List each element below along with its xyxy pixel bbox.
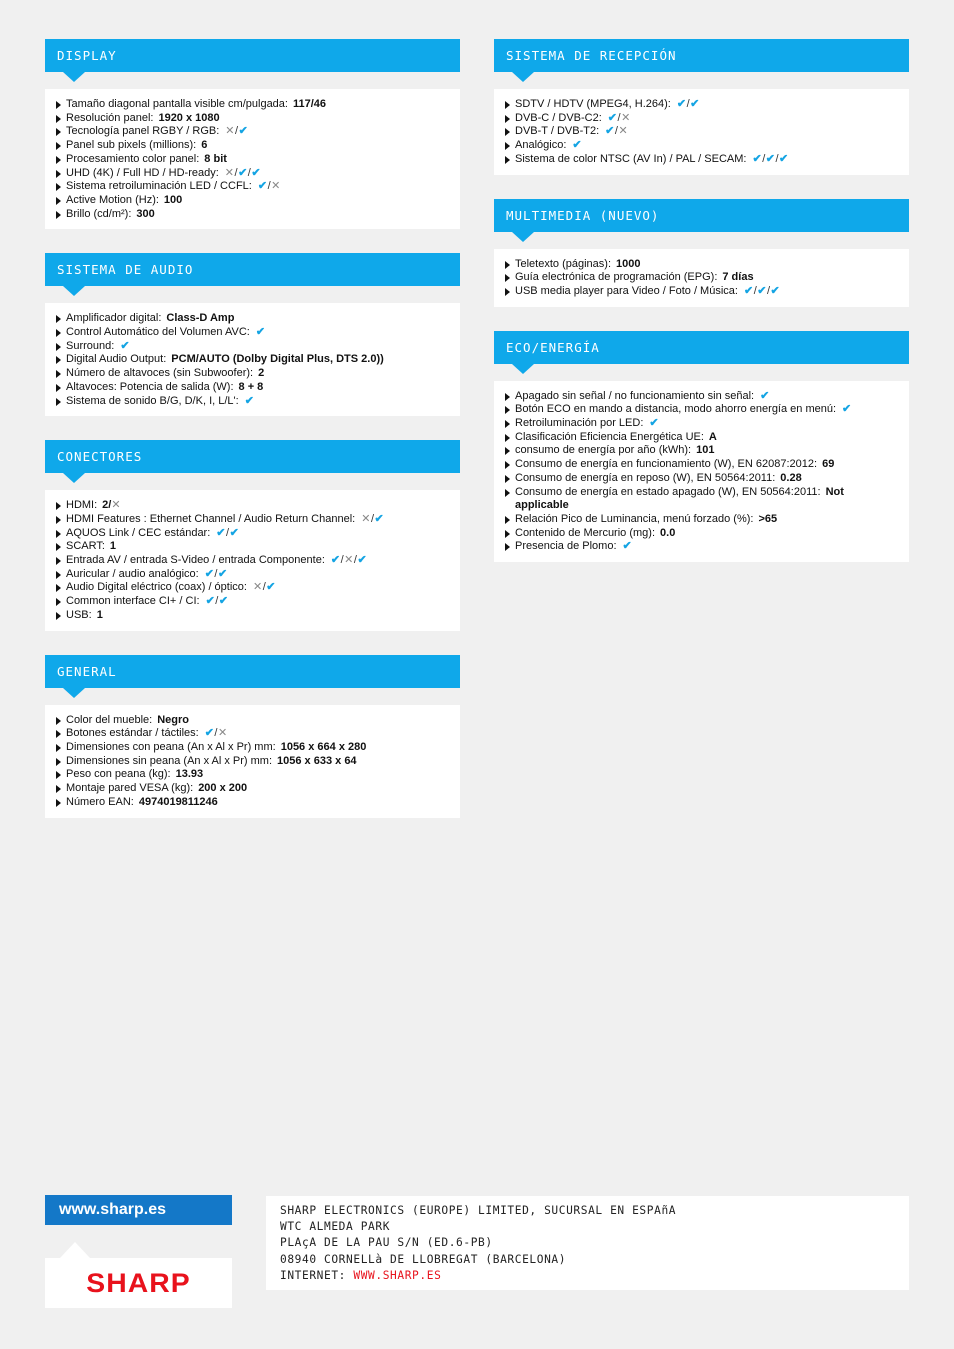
cross-icon: ✕ xyxy=(361,512,371,525)
spec-row xyxy=(55,755,450,769)
spec-row xyxy=(55,381,450,395)
spec-row xyxy=(504,390,899,404)
spec-row xyxy=(55,153,450,167)
spec-row xyxy=(55,194,450,208)
logo-notch xyxy=(60,1242,90,1258)
spec-label: Consumo de energía en estado apagado (W), EN 50564:2011: xyxy=(515,485,821,498)
spec-value: A xyxy=(708,430,717,443)
spec-marks xyxy=(206,595,229,607)
spec-label: USB: xyxy=(66,608,92,621)
spec-marks xyxy=(331,554,367,566)
cross-icon: ✕ xyxy=(621,111,631,124)
address-line: SHARP ELECTRONICS (EUROPE) LIMITED, SUCURSAL EN ESPAñA xyxy=(280,1204,677,1217)
cross-icon: ✕ xyxy=(344,554,354,567)
spec-label: Analógico: xyxy=(515,139,567,152)
spec-row xyxy=(55,367,450,381)
spec-label: Retroiluminación por LED: xyxy=(515,417,644,430)
section-eco-energia xyxy=(494,331,909,562)
mark-separator: / xyxy=(766,284,771,297)
spec-label: Tamaño diagonal pantalla visible cm/pulgada: xyxy=(66,98,288,110)
check-icon: ✔ xyxy=(205,595,216,608)
check-icon: ✔ xyxy=(760,389,770,402)
check-icon: ✔ xyxy=(229,526,240,539)
spec-label: Altavoces: Potencia de salida (W): xyxy=(66,380,234,393)
spec-label: Sistema retroiluminación LED / CCFL: xyxy=(66,180,252,193)
spec-label: Active Motion (Hz): xyxy=(66,193,159,206)
mark-separator: / xyxy=(247,166,252,179)
check-icon: ✔ xyxy=(743,284,754,297)
check-icon: ✔ xyxy=(690,98,700,110)
spec-value: 2 xyxy=(258,367,265,380)
internet-link[interactable]: WWW.SHARP.ES xyxy=(353,1268,442,1282)
check-icon: ✔ xyxy=(257,180,268,193)
spec-label: Color del mueble: xyxy=(66,713,153,726)
check-icon: ✔ xyxy=(217,567,228,580)
mark-separator: / xyxy=(234,166,239,179)
spec-row xyxy=(504,431,899,445)
spec-list xyxy=(494,249,909,307)
mark-separator: / xyxy=(226,526,230,539)
spec-row xyxy=(55,112,450,126)
spec-value: 1056 x 664 x 280 xyxy=(280,740,367,753)
spec-label: Presencia de Plomo: xyxy=(515,540,617,553)
check-icon: ✔ xyxy=(218,595,229,608)
spec-row xyxy=(55,554,450,568)
spec-label: Entrada AV / entrada S-Video / entrada Componente: xyxy=(66,554,325,567)
spec-row xyxy=(55,595,450,609)
spec-label: Botón ECO en mando a distancia, modo ahorro energía en menú: xyxy=(515,403,837,416)
spec-label: DVB-C / DVB-C2: xyxy=(515,111,602,124)
spec-row xyxy=(504,271,899,285)
spec-value: 1 xyxy=(96,608,103,621)
spec-label: Número de altavoces (sin Subwoofer): xyxy=(66,367,254,380)
section-sistema-de-audio xyxy=(45,253,460,416)
section-general xyxy=(45,655,460,818)
spec-value: 1 xyxy=(109,540,117,553)
spec-value: 1056 x 633 x 64 xyxy=(277,754,357,767)
section-title: DISPLAY xyxy=(45,39,460,72)
spec-marks xyxy=(120,340,130,352)
section-sistema-de-recepcion xyxy=(494,39,909,175)
check-icon: ✔ xyxy=(120,339,131,352)
spec-row xyxy=(55,796,450,810)
spec-row xyxy=(504,486,899,513)
section-conectores xyxy=(45,440,460,630)
spec-row xyxy=(55,581,450,595)
spec-marks xyxy=(361,513,384,525)
mark-separator: / xyxy=(267,180,272,193)
spec-row xyxy=(55,540,450,554)
spec-row xyxy=(504,285,899,299)
spec-row xyxy=(55,208,450,222)
spec-label: Procesamiento color panel: xyxy=(66,152,200,165)
section-display xyxy=(45,39,460,229)
spec-value: Negro xyxy=(157,713,189,726)
spec-row xyxy=(55,395,450,409)
mark-separator: / xyxy=(753,284,758,297)
address-line: WTC ALMEDA PARK xyxy=(280,1220,391,1234)
check-icon: ✔ xyxy=(676,98,687,110)
cross-icon: ✕ xyxy=(111,499,122,512)
spec-label: Sistema de sonido B/G, D/K, I, L/L': xyxy=(66,394,239,407)
check-icon: ✔ xyxy=(770,284,781,297)
spec-marks xyxy=(842,403,852,415)
spec-value: 4974019811246 xyxy=(138,795,218,808)
spec-row xyxy=(504,527,899,541)
spec-row xyxy=(55,340,450,354)
spec-value: 6 xyxy=(201,139,208,152)
spec-list xyxy=(45,705,460,818)
spec-row xyxy=(504,417,899,431)
check-icon: ✔ xyxy=(204,567,215,580)
spec-value: 13.93 xyxy=(175,768,204,781)
mark-separator: / xyxy=(214,727,218,740)
spec-label: Botones estándar / táctiles: xyxy=(66,727,199,740)
spec-label: Consumo de energía en funcionamiento (W), EN 62087:2012: xyxy=(515,458,818,471)
spec-row xyxy=(55,499,450,513)
check-icon: ✔ xyxy=(605,125,615,138)
spec-label: UHD (4K) / Full HD / HD-ready: xyxy=(66,166,219,179)
cross-icon: ✕ xyxy=(224,166,235,179)
mark-separator: / xyxy=(775,152,780,165)
spec-marks xyxy=(623,540,633,552)
spec-label: Surround: xyxy=(66,339,115,352)
spec-value: 69 xyxy=(822,458,835,471)
spec-row xyxy=(55,139,450,153)
spec-marks xyxy=(253,581,276,593)
address-line: PLAçA DE LA PAU S/N (ED.6-PB) xyxy=(280,1236,493,1250)
check-icon: ✔ xyxy=(607,111,618,124)
spec-label: Tecnología panel RGBY / RGB: xyxy=(66,125,220,138)
section-title: MULTIMEDIA (NUEVO) xyxy=(494,199,909,232)
spec-row xyxy=(504,98,899,112)
section-multimedia-nuevo xyxy=(494,199,909,307)
cross-icon: ✕ xyxy=(217,727,228,740)
spec-label: Common interface CI+ / CI: xyxy=(66,595,200,608)
check-icon: ✔ xyxy=(779,152,789,165)
spec-marks xyxy=(205,727,228,739)
spec-label: Dimensiones con peana (An x Al x Pr) mm: xyxy=(66,740,276,753)
spec-value: PCM/AUTO (Dolby Digital Plus, DTS 2.0)) xyxy=(171,353,384,366)
spec-label: Auricular / audio analógico: xyxy=(66,567,199,580)
spec-value: 117/46 xyxy=(292,98,327,110)
internet-label: INTERNET: xyxy=(280,1268,347,1282)
check-icon: ✔ xyxy=(757,284,767,297)
spec-value: 0.28 xyxy=(780,471,802,484)
spec-row xyxy=(55,727,450,741)
spec-value: 200 x 200 xyxy=(198,782,248,795)
spec-row xyxy=(504,458,899,472)
check-icon: ✔ xyxy=(330,554,341,567)
spec-label: Panel sub pixels (millions): xyxy=(66,139,197,152)
spec-label: HDMI Features : Ethernet Channel / Audio Return Channel: xyxy=(66,512,356,525)
spec-row xyxy=(55,180,450,194)
right-column xyxy=(494,39,909,586)
check-icon: ✔ xyxy=(266,581,276,594)
address-block xyxy=(266,1196,909,1290)
spec-row xyxy=(504,112,899,126)
spec-value: 7 días xyxy=(722,271,754,284)
check-icon: ✔ xyxy=(622,540,633,553)
spec-value: 100 xyxy=(163,193,183,206)
check-icon: ✔ xyxy=(238,166,248,179)
spec-label: AQUOS Link / CEC estándar: xyxy=(66,526,211,539)
mark-separator: / xyxy=(262,581,267,594)
spec-value: Not applicable xyxy=(515,485,844,512)
cross-icon: ✕ xyxy=(618,125,629,138)
spec-marks xyxy=(752,153,788,165)
sharp-logo xyxy=(45,1258,232,1308)
mark-separator: / xyxy=(686,98,691,110)
check-icon: ✔ xyxy=(357,554,368,567)
spec-marks xyxy=(245,395,255,407)
check-icon: ✔ xyxy=(238,125,249,138)
check-icon: ✔ xyxy=(244,394,255,407)
mark-separator: / xyxy=(214,567,218,580)
mark-separator: / xyxy=(215,595,219,608)
spec-row xyxy=(55,326,450,340)
spec-marks xyxy=(677,98,700,110)
check-icon: ✔ xyxy=(255,326,266,339)
spec-label: Relación Pico de Luminancia, menú forzado (%): xyxy=(515,512,754,525)
spec-label: Montaje pared VESA (kg): xyxy=(66,782,194,795)
spec-label: Guía electrónica de programación (EPG): xyxy=(515,271,718,284)
spec-marks xyxy=(572,139,582,151)
mark-separator: / xyxy=(614,125,619,138)
spec-value: Class-D Amp xyxy=(166,312,235,325)
check-icon: ✔ xyxy=(765,152,776,165)
spec-row xyxy=(55,353,450,367)
mark-separator: / xyxy=(235,125,239,138)
spec-row xyxy=(504,472,899,486)
spec-label: consumo de energía por año (kWh): xyxy=(515,444,692,457)
spec-value: 2/ xyxy=(102,499,112,512)
spec-row xyxy=(504,153,899,167)
spec-row xyxy=(55,167,450,181)
spec-row xyxy=(55,98,450,112)
spec-list xyxy=(45,303,460,416)
section-title: SISTEMA DE AUDIO xyxy=(45,253,460,286)
check-icon: ✔ xyxy=(842,403,852,416)
spec-row xyxy=(55,609,450,623)
spec-value: 1000 xyxy=(616,257,641,270)
spec-label: Sistema de color NTSC (AV In) / PAL / SECAM: xyxy=(515,152,747,165)
spec-list xyxy=(494,89,909,175)
cross-icon: ✕ xyxy=(271,180,281,193)
spec-row xyxy=(55,125,450,139)
cross-icon: ✕ xyxy=(252,581,263,594)
check-icon: ✔ xyxy=(204,727,215,740)
spec-value: 0.0 xyxy=(660,526,676,539)
spec-label: Contenido de Mercurio (mg): xyxy=(515,526,656,539)
address-internet xyxy=(280,1268,895,1284)
spec-label: Audio Digital eléctrico (coax) / óptico: xyxy=(66,581,247,594)
spec-label: Digital Audio Output: xyxy=(66,353,167,366)
spec-label: HDMI: xyxy=(66,499,98,512)
section-title: SISTEMA DE RECEPCIÓN xyxy=(494,39,909,72)
section-title: CONECTORES xyxy=(45,440,460,473)
spec-row xyxy=(55,527,450,541)
spec-marks xyxy=(225,125,248,137)
check-icon: ✔ xyxy=(251,166,262,179)
spec-marks xyxy=(205,568,228,580)
spec-row xyxy=(55,513,450,527)
website-link[interactable]: www.sharp.es xyxy=(45,1195,232,1225)
spec-row xyxy=(55,741,450,755)
spec-label: Clasificación Eficiencia Energética UE: xyxy=(515,430,704,443)
section-title: GENERAL xyxy=(45,655,460,688)
spec-label: SDTV / HDTV (MPEG4, H.264): xyxy=(515,98,671,110)
spec-label: USB media player para Video / Foto / Música: xyxy=(515,284,738,297)
spec-row xyxy=(55,714,450,728)
spec-label: Brillo (cd/m²): xyxy=(66,207,132,220)
spec-row xyxy=(55,768,450,782)
spec-label: Control Automático del Volumen AVC: xyxy=(66,326,250,339)
cross-icon: ✕ xyxy=(225,125,235,138)
check-icon: ✔ xyxy=(649,417,660,430)
left-column xyxy=(45,39,460,842)
spec-value: 8 bit xyxy=(204,152,227,165)
spec-label: Dimensiones sin peana (An x Al x Pr) mm: xyxy=(66,754,273,767)
spec-label: Teletexto (páginas): xyxy=(515,257,611,270)
spec-row xyxy=(504,444,899,458)
spec-value: >65 xyxy=(758,512,778,525)
spec-value: 1920 x 1080 xyxy=(158,111,220,124)
spec-marks xyxy=(608,112,631,124)
spec-row xyxy=(504,540,899,554)
mark-separator: / xyxy=(353,554,358,567)
spec-row xyxy=(504,258,899,272)
spec-list xyxy=(494,381,909,562)
spec-label: Número EAN: xyxy=(66,795,134,808)
check-icon: ✔ xyxy=(216,526,226,539)
spec-row xyxy=(504,513,899,527)
spec-label: DVB-T / DVB-T2: xyxy=(515,125,600,138)
spec-row xyxy=(504,139,899,153)
spec-marks xyxy=(111,499,121,511)
mark-separator: / xyxy=(617,111,622,124)
check-icon: ✔ xyxy=(572,139,583,152)
check-icon: ✔ xyxy=(374,512,385,525)
spec-marks xyxy=(744,285,780,297)
spec-list xyxy=(45,490,460,630)
spec-marks xyxy=(649,417,659,429)
spec-label: Consumo de energía en reposo (W), EN 50564:2011: xyxy=(515,471,776,484)
spec-marks xyxy=(760,390,770,402)
mark-separator: / xyxy=(340,554,345,567)
spec-label: SCART: xyxy=(66,540,105,553)
spec-value: 101 xyxy=(696,444,715,457)
check-icon: ✔ xyxy=(752,152,763,165)
spec-marks xyxy=(216,527,239,539)
spec-row xyxy=(55,782,450,796)
spec-row xyxy=(504,125,899,139)
spec-row xyxy=(55,312,450,326)
spec-row xyxy=(55,568,450,582)
spec-list xyxy=(45,89,460,229)
spec-label: Peso con peana (kg): xyxy=(66,768,171,781)
spec-label: Amplificador digital: xyxy=(66,312,162,325)
logo-text: SHARP xyxy=(86,1268,191,1298)
mark-separator: / xyxy=(370,512,375,525)
spec-marks xyxy=(605,125,628,137)
address-line: 08940 CORNELLà DE LLOBREGAT (BARCELONA) xyxy=(280,1252,567,1266)
section-title: ECO/ENERGÍA xyxy=(494,331,909,364)
spec-label: Resolución panel: xyxy=(66,111,154,124)
spec-row xyxy=(504,403,899,417)
spec-marks xyxy=(225,167,261,179)
spec-value: 8 + 8 xyxy=(238,380,264,393)
spec-value: 300 xyxy=(136,207,155,220)
spec-label: Apagado sin señal / no funcionamiento sin señal: xyxy=(515,389,755,402)
spec-marks xyxy=(256,326,266,338)
mark-separator: / xyxy=(762,152,766,165)
spec-marks xyxy=(258,180,281,192)
